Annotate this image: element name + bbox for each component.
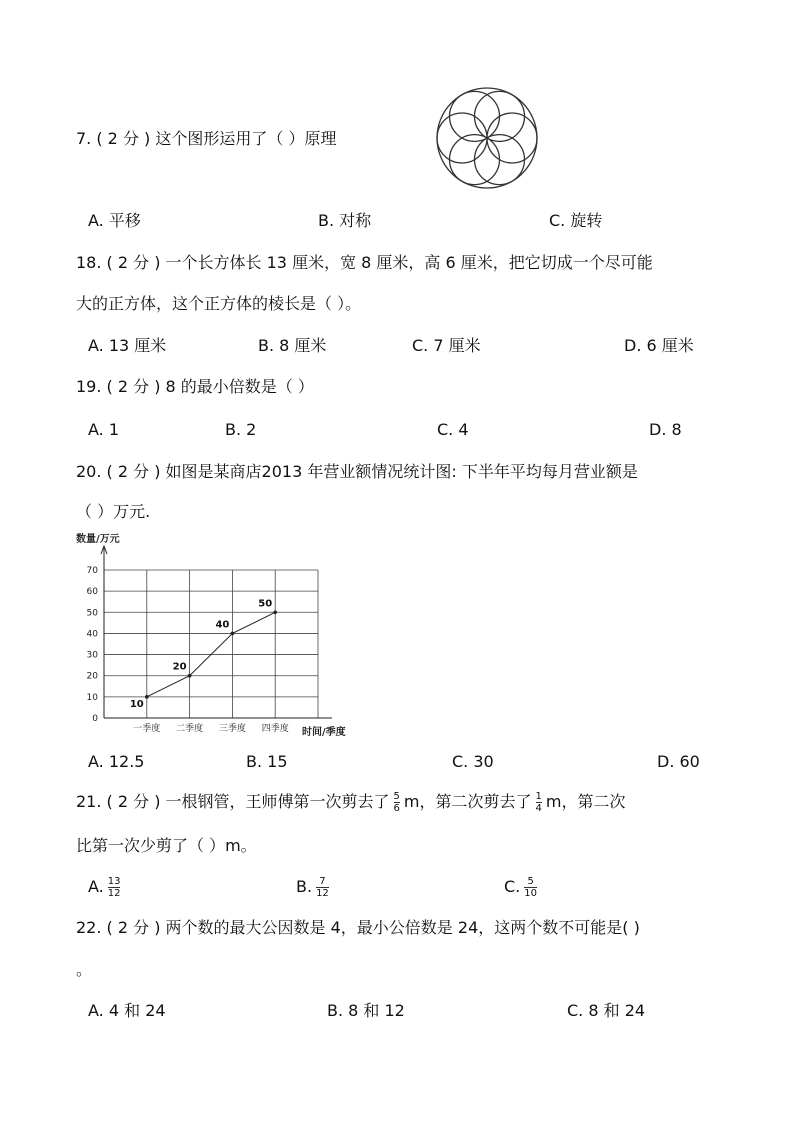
x-tick-label: 三季度 bbox=[218, 724, 246, 734]
q20-stem-line2: （ ）万元. bbox=[76, 502, 151, 521]
fraction-numerator: 1 bbox=[535, 791, 542, 802]
option-fraction bbox=[316, 876, 329, 899]
q21-stem-line2: 比第一次少剪了（ ）m。 bbox=[76, 836, 257, 855]
q19-option-b[interactable]: B. 2 bbox=[225, 420, 257, 439]
y-tick-label: 60 bbox=[86, 587, 98, 598]
q22-option-c[interactable]: C. 8 和 24 bbox=[567, 1001, 646, 1020]
q21-option-c[interactable] bbox=[504, 873, 541, 901]
q21-text-c: m，第二次 bbox=[545, 792, 626, 811]
fraction-numerator: 13 bbox=[107, 876, 121, 887]
revenue-line-chart bbox=[70, 532, 380, 747]
fraction-numerator: 5 bbox=[527, 876, 534, 887]
data-label: 50 bbox=[258, 598, 273, 610]
fraction-numerator: 7 bbox=[319, 876, 326, 887]
q22-option-b[interactable]: B. 8 和 12 bbox=[327, 1001, 405, 1020]
q20-option-c[interactable]: C. 30 bbox=[452, 752, 494, 771]
fraction-denominator: 12 bbox=[107, 888, 121, 899]
data-label: 10 bbox=[129, 698, 144, 710]
q21-text-b: m，第二次剪去了 bbox=[403, 792, 532, 811]
data-label: 40 bbox=[215, 619, 230, 631]
fraction-denominator: 4 bbox=[535, 803, 542, 814]
q20-option-a[interactable]: A. 12.5 bbox=[88, 752, 145, 771]
fraction-numerator: 5 bbox=[393, 791, 400, 802]
flower-of-life-figure bbox=[434, 85, 540, 191]
q22-option-a[interactable]: A. 4 和 24 bbox=[88, 1001, 166, 1020]
q21-option-a[interactable] bbox=[88, 873, 124, 901]
q20-option-b[interactable]: B. 15 bbox=[246, 752, 288, 771]
y-tick-label: 0 bbox=[92, 714, 98, 724]
q7-option-c[interactable]: C. 旋转 bbox=[549, 211, 603, 230]
data-point bbox=[231, 632, 235, 636]
data-label: 20 bbox=[172, 661, 187, 673]
chart-ylabel: 数量/万元 bbox=[76, 534, 120, 545]
q7-stem: 7. ( 2 分 ) 这个图形运用了（ ）原理 bbox=[76, 129, 337, 148]
chart-xlabel: 时间/季度 bbox=[302, 727, 346, 738]
q18-option-c[interactable]: C. 7 厘米 bbox=[412, 336, 481, 355]
x-tick-label: 二季度 bbox=[176, 724, 204, 734]
y-tick-label: 50 bbox=[86, 608, 98, 619]
option-letter: A. bbox=[88, 877, 104, 896]
q7-option-a[interactable]: A. 平移 bbox=[88, 211, 141, 230]
q7-option-b[interactable]: B. 对称 bbox=[318, 211, 372, 230]
q20-option-d[interactable]: D. 60 bbox=[657, 752, 700, 771]
q21-text-a: 21. ( 2 分 ) 一根钢管，王师傅第一次剪去了 bbox=[76, 792, 390, 811]
q22-stem-line1: 22. ( 2 分 ) 两个数的最大公因数是 4，最小公倍数是 24，这两个数不可能是( ) bbox=[76, 918, 640, 937]
x-tick-label: 一季度 bbox=[133, 724, 161, 734]
q18-stem-line1: 18. ( 2 分 ) 一个长方体长 13 厘米，宽 8 厘米，高 6 厘米，把它切成一个尽可能 bbox=[76, 253, 653, 272]
option-fraction bbox=[524, 876, 537, 899]
option-fraction bbox=[108, 876, 121, 899]
y-tick-label: 20 bbox=[86, 671, 98, 682]
q18-option-b[interactable]: B. 8 厘米 bbox=[258, 336, 327, 355]
data-point bbox=[145, 695, 149, 699]
q22-stem-line2: 。 bbox=[76, 960, 93, 979]
x-tick-label: 四季度 bbox=[261, 724, 289, 734]
q19-option-d[interactable]: D. 8 bbox=[649, 420, 682, 439]
q21-fraction-1-4 bbox=[536, 791, 542, 814]
y-tick-label: 30 bbox=[86, 650, 98, 661]
data-point bbox=[188, 674, 192, 678]
option-letter: B. bbox=[296, 877, 313, 896]
q18-option-d[interactable]: D. 6 厘米 bbox=[624, 336, 694, 355]
q18-option-a[interactable]: A. 13 厘米 bbox=[88, 336, 167, 355]
y-tick-label: 70 bbox=[86, 566, 98, 576]
option-letter: C. bbox=[504, 877, 521, 896]
y-tick-label: 10 bbox=[86, 692, 98, 703]
q18-stem-line2: 大的正方体，这个正方体的棱长是（ ）。 bbox=[76, 294, 362, 313]
data-point bbox=[273, 610, 277, 614]
q21-option-b[interactable] bbox=[296, 873, 333, 901]
q19-stem: 19. ( 2 分 ) 8 的最小倍数是（ ） bbox=[76, 377, 314, 396]
q20-stem-line1: 20. ( 2 分 ) 如图是某商店2013 年营业额情况统计图: 下半年平均每月营业额是 bbox=[76, 462, 638, 481]
q19-option-c[interactable]: C. 4 bbox=[437, 420, 469, 439]
q21-fraction-5-6 bbox=[394, 791, 400, 814]
fraction-denominator: 12 bbox=[316, 888, 329, 899]
y-tick-label: 40 bbox=[86, 629, 98, 640]
q19-option-a[interactable]: A. 1 bbox=[88, 420, 120, 439]
q21-stem-line1 bbox=[76, 788, 625, 816]
fraction-denominator: 6 bbox=[393, 803, 400, 814]
fraction-denominator: 10 bbox=[524, 888, 537, 899]
